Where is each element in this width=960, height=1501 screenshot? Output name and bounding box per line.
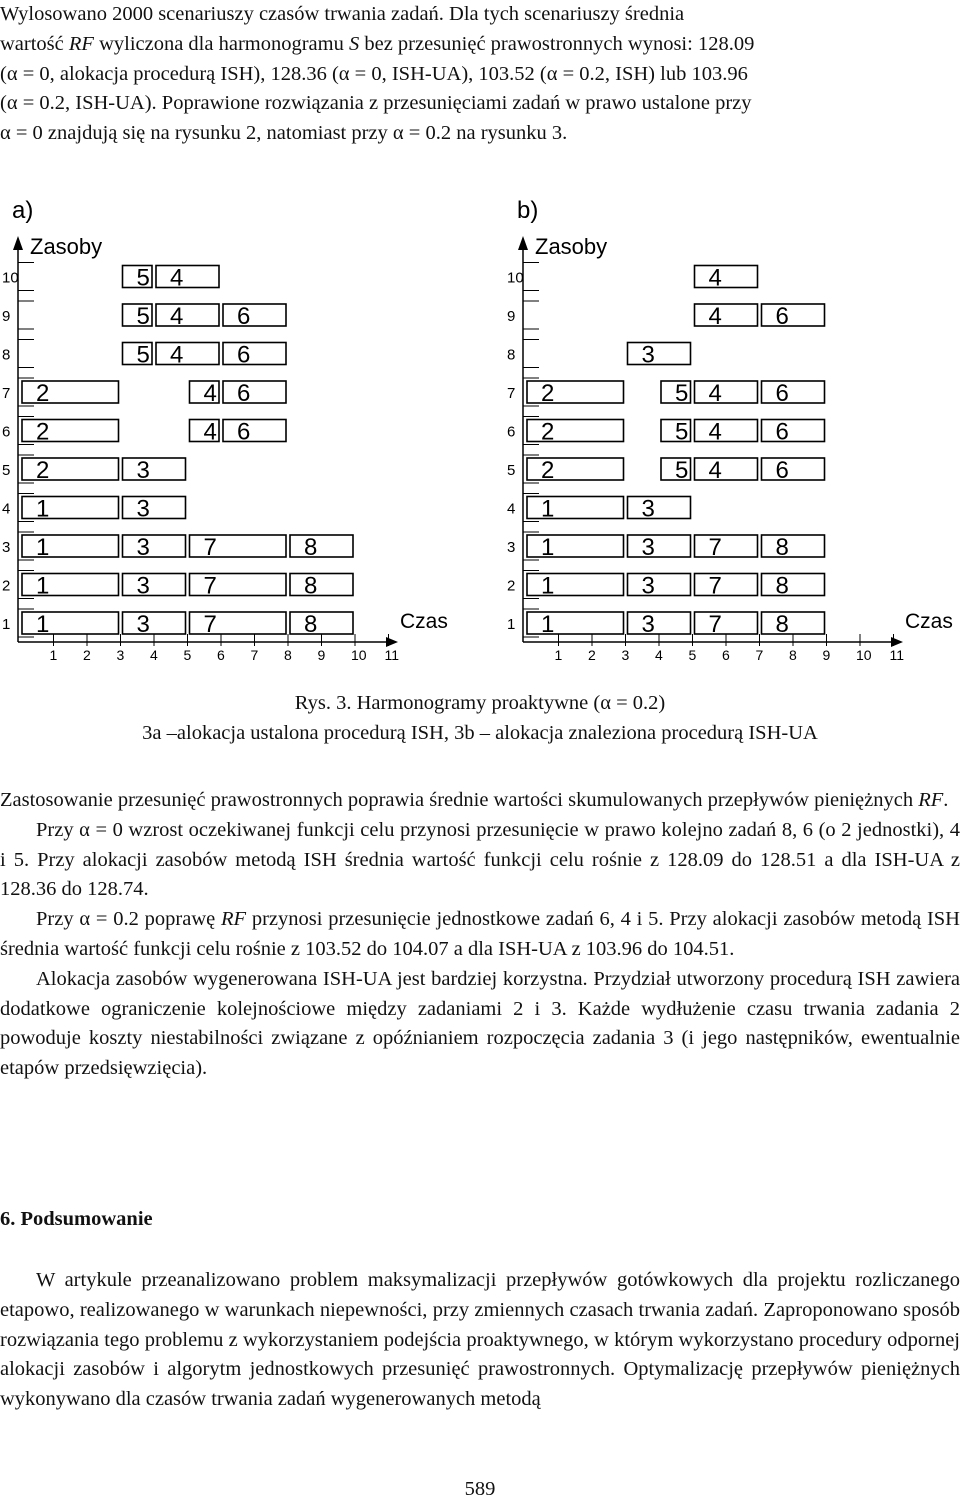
y-axis-label: Zasoby	[535, 234, 608, 259]
task-label: 7	[203, 611, 217, 638]
task-label: 6	[237, 418, 251, 446]
y-tick-label: 10	[507, 269, 524, 287]
task-label: 6	[775, 418, 789, 446]
text: Przy α = 0.2 poprawę	[36, 908, 222, 931]
s-symbol: S	[348, 32, 360, 55]
task-bar	[695, 535, 758, 557]
task-label: 4	[170, 303, 184, 330]
task-label: 6	[237, 380, 251, 407]
intro-paragraph	[0, 0, 960, 149]
x-tick-label: 9	[317, 647, 326, 660]
intro-line-3: (α = 0, alokacja procedurą ISH), 128.36 (α = 0, ISH-UA), 103.52 (α = 0.2, ISH) lub 103.96	[0, 62, 748, 85]
x-tick-label: 10	[351, 647, 367, 660]
y-axis-arrow-icon	[518, 236, 528, 250]
task-label: 1	[36, 534, 50, 561]
panel-label: b)	[517, 197, 539, 224]
y-axis-arrow-icon	[13, 236, 23, 250]
task-label: 3	[641, 495, 655, 523]
y-tick-label: 5	[2, 462, 11, 479]
task-label: 1	[541, 495, 555, 523]
gantt-figure	[0, 190, 960, 660]
paragraph-4: Alokacja zasobów wygenerowana ISH-UA jest bardziej korzystna. Przydział utworzony procedurą ISH zawiera dodatkowe ograniczenie kolejnościowe między zadaniami 2 i 3. Każde wydłużenie czasu trwania zadania 2 powoduje koszty niestabilności związane z opóźnianiem rozpoczęcia zadania 3 (i jego następników, ewentualnie etapów przedsięwzięcia).	[0, 967, 960, 1080]
task-label: 1	[36, 572, 50, 600]
task-label: 7	[203, 572, 217, 600]
task-label: 6	[775, 457, 789, 484]
task-bar	[695, 420, 758, 442]
panel-label: a)	[12, 197, 34, 224]
x-tick-label: 3	[621, 647, 630, 660]
task-label: 4	[203, 418, 217, 446]
task-bar	[695, 381, 758, 403]
task-bar	[762, 535, 825, 557]
x-tick-label: 6	[217, 647, 225, 660]
task-bar	[123, 497, 186, 519]
task-label: 4	[170, 264, 184, 292]
task-label: 2	[541, 457, 555, 484]
page-number: 589	[464, 1478, 496, 1500]
intro-line-4: (α = 0.2, ISH-UA). Poprawione rozwiązania z przesunięciami zadań w prawo ustalone przy	[0, 92, 752, 115]
y-tick-label: 5	[507, 462, 516, 479]
task-bar	[695, 266, 758, 288]
task-label: 6	[237, 341, 251, 369]
paragraph-3	[0, 905, 960, 965]
intro-text: bez przesunięć prawostronnych wynosi: 128.09	[359, 32, 755, 55]
task-label: 4	[708, 457, 722, 484]
x-axis-label: Czas	[905, 610, 953, 633]
x-tick-label: 5	[688, 647, 697, 660]
task-bar	[156, 343, 219, 365]
y-tick-label: 7	[2, 385, 11, 402]
task-bar	[695, 612, 758, 634]
task-label: 4	[708, 418, 722, 446]
paragraph-1	[0, 786, 960, 816]
task-label: 5	[675, 380, 689, 407]
intro-text: wyliczona dla harmonogramu	[93, 32, 349, 55]
text: Zastosowanie przesunięć prawostronnych poprawia średnie wartości skumulowanych przepływów pieniężnych	[0, 789, 919, 811]
task-label: 8	[775, 611, 789, 638]
task-bar	[123, 574, 186, 596]
x-tick-label: 1	[49, 647, 58, 660]
task-bar	[123, 612, 186, 634]
task-bar	[762, 381, 825, 403]
task-bar	[223, 420, 286, 442]
gantt-charts	[0, 190, 960, 660]
task-label: 1	[541, 611, 555, 638]
intro-line-5: α = 0 znajdują się na rysunku 2, natomiast przy α = 0.2 na rysunku 3.	[0, 122, 568, 145]
x-tick-label: 9	[822, 647, 831, 660]
task-label: 8	[304, 534, 318, 561]
task-bar	[223, 381, 286, 403]
task-label: 3	[136, 611, 150, 638]
task-label: 7	[708, 534, 722, 561]
task-label: 3	[136, 495, 150, 523]
task-label: 3	[641, 611, 655, 638]
task-bar	[628, 574, 691, 596]
task-bar	[123, 535, 186, 557]
text: przynosi przesunięcie jednostkowe zadań 6, 4 i 5. Przy alokacji zasobów metodą ISH średnia wartość funkcji celu rośnie z 103.52 do 104.07 a dla ISH-UA z 103.96 do 104.51.	[0, 908, 960, 960]
x-tick-label: 4	[150, 647, 158, 660]
task-label: 3	[136, 457, 150, 484]
y-tick-label: 4	[507, 500, 516, 518]
task-bar	[762, 574, 825, 596]
y-tick-label: 10	[2, 269, 19, 287]
task-label: 1	[541, 572, 555, 600]
task-label: 3	[641, 534, 655, 561]
y-tick-label: 6	[2, 423, 11, 441]
task-bar	[762, 420, 825, 442]
caption-title: Rys. 3. Harmonogramy proaktywne (α = 0.2)	[294, 692, 666, 714]
task-label: 1	[36, 611, 50, 638]
task-label: 5	[136, 303, 150, 330]
task-label: 4	[203, 380, 217, 407]
x-tick-label: 10	[856, 647, 872, 660]
task-label: 5	[675, 457, 689, 484]
task-bar	[290, 574, 353, 596]
task-bar	[762, 304, 825, 326]
task-label: 7	[708, 572, 722, 600]
x-tick-label: 8	[789, 647, 797, 660]
y-tick-label: 3	[2, 539, 11, 556]
x-axis-label: Czas	[400, 610, 448, 633]
x-tick-label: 8	[284, 647, 292, 660]
task-bar	[628, 612, 691, 634]
y-tick-label: 9	[2, 308, 11, 325]
y-tick-label: 6	[507, 423, 516, 441]
task-label: 3	[641, 341, 655, 369]
summary-text	[0, 1266, 960, 1415]
y-tick-label: 2	[2, 577, 11, 595]
task-bar	[223, 304, 286, 326]
caption-description: 3a –alokacja ustalona procedurą ISH, 3b – alokacja znaleziona procedurą ISH-UA	[142, 722, 818, 744]
task-label: 2	[36, 418, 50, 446]
task-label: 5	[675, 418, 689, 446]
rf-symbol: RF	[221, 908, 247, 931]
task-bar	[123, 458, 186, 480]
task-bar	[695, 304, 758, 326]
x-tick-label: 11	[889, 647, 905, 660]
task-label: 1	[36, 495, 50, 523]
task-bar	[628, 535, 691, 557]
x-tick-label: 1	[554, 647, 563, 660]
y-tick-label: 3	[507, 539, 516, 556]
task-label: 2	[541, 380, 555, 407]
x-tick-label: 4	[655, 647, 663, 660]
intro-text: wartość	[0, 32, 69, 55]
task-label: 3	[641, 572, 655, 600]
x-tick-label: 5	[183, 647, 192, 660]
task-bar	[762, 612, 825, 634]
y-tick-label: 8	[2, 346, 11, 364]
x-tick-label: 6	[722, 647, 730, 660]
figure-caption	[0, 688, 960, 748]
y-tick-label: 8	[507, 346, 516, 364]
y-tick-label: 1	[507, 616, 516, 633]
task-label: 3	[136, 572, 150, 600]
x-tick-label: 3	[116, 647, 125, 660]
task-label: 7	[708, 611, 722, 638]
y-axis-label: Zasoby	[30, 234, 103, 259]
panel-b	[507, 197, 953, 660]
x-tick-label: 2	[588, 647, 596, 660]
y-tick-label: 1	[2, 616, 11, 633]
x-axis-arrow-icon	[386, 637, 398, 647]
text: .	[943, 789, 949, 811]
intro-line-2	[0, 30, 960, 60]
task-bar	[156, 266, 219, 288]
task-label: 8	[775, 572, 789, 600]
task-bar	[695, 574, 758, 596]
task-bar	[695, 458, 758, 480]
task-label: 2	[36, 380, 50, 407]
task-label: 6	[775, 303, 789, 330]
intro-line-1: Wylosowano 2000 scenariuszy czasów trwania zadań. Dla tych scenariuszy średnia	[0, 3, 685, 25]
task-label: 4	[708, 303, 722, 330]
task-label: 5	[136, 264, 150, 292]
task-bar	[762, 458, 825, 480]
summary-paragraph: W artykule przeanalizowano problem maksymalizacji przepływów gotówkowych dla projektu rozliczanego etapowo, realizowanego w warunkach niepewności, przy zmiennych czasach trwania zadań. Zaproponowano sposób rozwiązania tego problemu z wykorzystaniem podejścia proaktywnego, w którym wykorzystano procedury odpornej alokacji zasobów i algorytm jednostkowych przesunięć prawostronnych. Optymalizację przepływów pieniężnych wykonywano dla czasów trwania zadań wygenerowanych metodą	[0, 1269, 960, 1411]
task-bar	[290, 612, 353, 634]
task-label: 8	[304, 572, 318, 600]
y-tick-label: 4	[2, 500, 11, 518]
section-heading: 6. Podsumowanie	[0, 1208, 153, 1230]
task-label: 2	[36, 457, 50, 484]
task-label: 8	[775, 534, 789, 561]
body-text	[0, 786, 960, 1084]
task-label: 7	[203, 534, 217, 561]
task-label: 4	[170, 341, 184, 369]
task-label: 3	[136, 534, 150, 561]
y-tick-label: 2	[507, 577, 516, 595]
task-label: 4	[708, 264, 722, 292]
task-bar	[290, 535, 353, 557]
x-tick-label: 2	[83, 647, 91, 660]
panel-a	[2, 197, 448, 660]
task-label: 1	[541, 534, 555, 561]
y-tick-label: 9	[507, 308, 516, 325]
task-label: 4	[708, 380, 722, 407]
x-tick-label: 11	[384, 647, 400, 660]
rf-symbol: RF	[918, 789, 944, 811]
task-bar	[156, 304, 219, 326]
task-bar	[223, 343, 286, 365]
task-label: 5	[136, 341, 150, 369]
x-tick-label: 7	[755, 647, 764, 660]
y-tick-label: 7	[507, 385, 516, 402]
x-axis-arrow-icon	[891, 637, 903, 647]
task-label: 6	[775, 380, 789, 407]
paragraph-2: Przy α = 0 wzrost oczekiwanej funkcji celu przynosi przesunięcie w prawo kolejno zadań 8, 6 (o 2 jednostki), 4 i 5. Przy alokacji zasobów metodą ISH średnia wartość funkcji celu rośnie z 128.09 do 128.51 a dla ISH-UA z 128.36 do 128.74.	[0, 818, 960, 901]
x-tick-label: 7	[250, 647, 259, 660]
task-label: 6	[237, 303, 251, 330]
rf-symbol: RF	[68, 32, 94, 55]
task-bar	[628, 497, 691, 519]
task-bar	[628, 343, 691, 365]
task-label: 8	[304, 611, 318, 638]
task-label: 2	[541, 418, 555, 446]
